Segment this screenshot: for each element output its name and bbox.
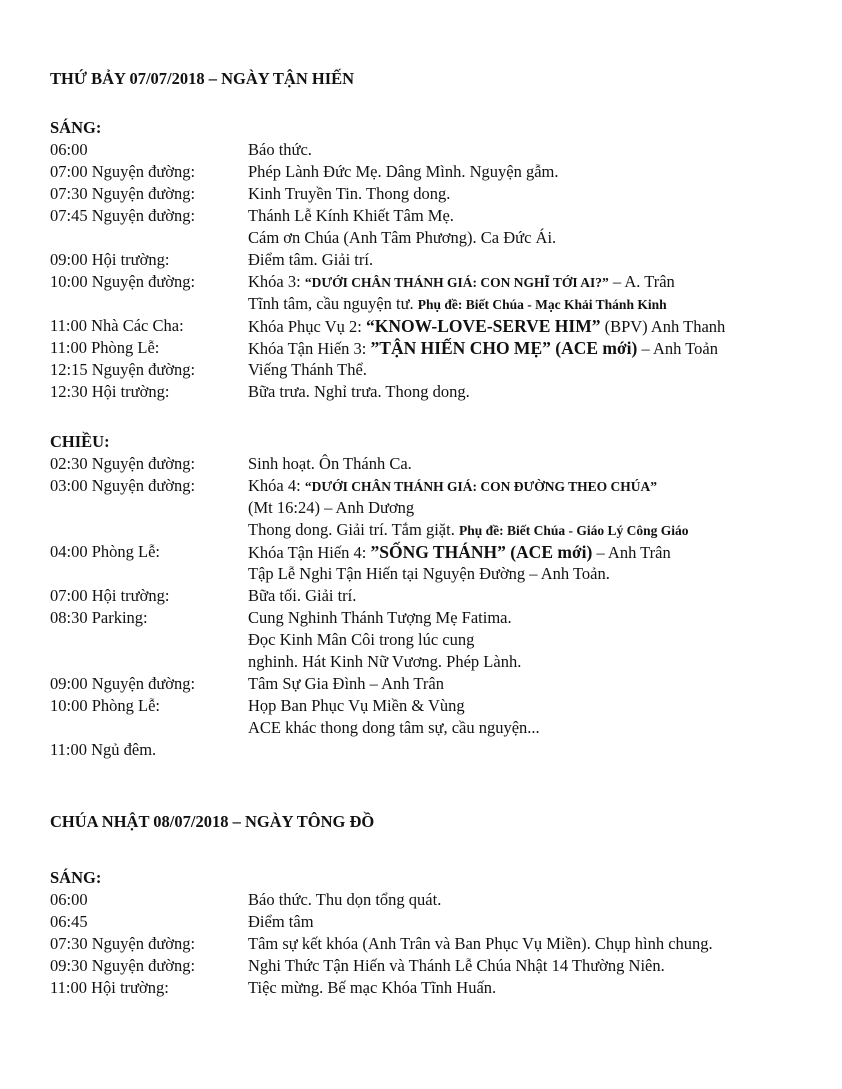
schedule-activity (248, 249, 810, 271)
schedule-time (50, 227, 248, 249)
schedule-time: 07:45 Nguyện đường: (50, 206, 196, 225)
schedule-activity (248, 629, 810, 651)
schedule-row (50, 139, 810, 161)
schedule-activity (248, 889, 810, 911)
schedule-activity (248, 911, 810, 933)
schedule-time: 10:00 Phòng Lễ: (50, 696, 160, 715)
activity-text: Thong dong. Giải trí. Tắm giặt. (248, 520, 459, 539)
activity-text: “DƯỚI CHÂN THÁNH GIÁ: CON ĐƯỜNG THEO CHÚA” (304, 479, 657, 494)
schedule-time: 09:30 Nguyện đường: (50, 956, 196, 975)
activity-text: (BPV) Anh Thanh (600, 317, 726, 336)
schedule-row (50, 453, 810, 475)
activity-text: Đọc Kinh Mân Côi trong lúc cung (248, 630, 475, 649)
schedule-row (50, 315, 810, 337)
schedule-time: 04:00 Phòng Lễ: (50, 542, 160, 561)
activity-text: Thánh Lễ Kính Khiết Tâm Mẹ. (248, 206, 454, 225)
schedule-row (50, 739, 810, 761)
activity-text: Phụ đề: Biết Chúa - Mạc Khải Thánh Kinh (417, 297, 667, 312)
day2-title: CHÚA NHẬT 08/07/2018 – NGÀY TÔNG ĐỒ (50, 812, 375, 831)
schedule-row (50, 541, 810, 563)
schedule-row (50, 337, 810, 359)
schedule-activity (248, 585, 810, 607)
day2-morning-label: SÁNG: (50, 868, 102, 887)
schedule-activity (248, 739, 810, 761)
activity-text: “DƯỚI CHÂN THÁNH GIÁ: CON NGHĨ TỚI AI?” (304, 275, 609, 290)
schedule-row (50, 271, 810, 293)
schedule-activity (248, 337, 810, 359)
schedule-activity (248, 977, 810, 999)
schedule-time (50, 717, 248, 739)
schedule-activity (248, 955, 810, 977)
schedule-time: 11:00 Hội trường: (50, 978, 169, 997)
activity-text: Tiệc mừng. Bế mạc Khóa Tĩnh Huấn. (248, 978, 497, 997)
activity-text: Viếng Thánh Thể. (248, 360, 367, 379)
activity-text: Phép Lành Đức Mẹ. Dâng Mình. Nguyện gẫm. (248, 162, 559, 181)
activity-text: Tập Lễ Nghi Tận Hiến tại Nguyện Đường – Anh Toản. (248, 564, 610, 583)
activity-text: Tâm Sự Gia Đình – Anh Trân (248, 674, 444, 693)
schedule-row (50, 205, 810, 227)
schedule-time: 06:00 (50, 140, 88, 159)
schedule-row (50, 651, 810, 673)
schedule-row (50, 607, 810, 629)
schedule-time (50, 293, 248, 315)
schedule-time: 07:30 Nguyện đường: (50, 934, 196, 953)
schedule-row (50, 249, 810, 271)
schedule-activity (248, 933, 810, 955)
activity-text: ”SỐNG THÁNH” (ACE mới) (370, 542, 593, 562)
schedule-activity (248, 541, 810, 563)
activity-text: Khóa Tận Hiến 4: (248, 543, 371, 562)
schedule-row (50, 475, 810, 497)
schedule-row (50, 585, 810, 607)
schedule-time: 10:00 Nguyện đường: (50, 272, 196, 291)
activity-text: Nghi Thức Tận Hiến và Thánh Lễ Chúa Nhật 14 Thường Niên. (248, 956, 665, 975)
schedule-activity (248, 161, 810, 183)
schedule-activity (248, 381, 810, 403)
schedule-activity (248, 139, 810, 161)
schedule-row (50, 293, 810, 315)
activity-text: Phụ đề: Biết Chúa - Giáo Lý Công Giáo (458, 523, 689, 538)
schedule-row (50, 227, 810, 249)
activity-text: Sinh hoạt. Ôn Thánh Ca. (248, 454, 412, 473)
schedule-row (50, 629, 810, 651)
schedule-time: 06:00 (50, 890, 88, 909)
schedule-time: 09:00 Hội trường: (50, 250, 170, 269)
schedule-row (50, 519, 810, 541)
schedule-time: 03:00 Nguyện đường: (50, 476, 196, 495)
activity-text: Khóa 4: (248, 476, 305, 495)
schedule-time: 08:30 Parking: (50, 608, 148, 627)
activity-text: Cám ơn Chúa (Anh Tâm Phương). Ca Đức Ái. (248, 228, 557, 247)
schedule-row (50, 933, 810, 955)
schedule-activity (248, 271, 810, 293)
schedule-time (50, 519, 248, 541)
activity-text: Khóa Tận Hiến 3: (248, 339, 371, 358)
schedule-time: 12:30 Hội trường: (50, 382, 170, 401)
activity-text: Tâm sự kết khóa (Anh Trân và Ban Phục Vụ Miền). Chụp hình chung. (248, 934, 713, 953)
schedule-activity (248, 475, 810, 497)
schedule-row (50, 673, 810, 695)
schedule-activity (248, 695, 810, 717)
activity-text: “KNOW-LOVE-SERVE HIM” (365, 316, 601, 336)
schedule-time (50, 497, 248, 519)
schedule-row (50, 359, 810, 381)
day1-afternoon-list (50, 453, 810, 761)
activity-text: Báo thức. Thu dọn tổng quát. (248, 890, 442, 909)
schedule-activity (248, 717, 810, 739)
activity-text: Cung Nghinh Thánh Tượng Mẹ Fatima. (248, 608, 512, 627)
schedule-time: 09:00 Nguyện đường: (50, 674, 196, 693)
schedule-time: 06:45 (50, 912, 88, 931)
activity-text: Tĩnh tâm, cầu nguyện tư. (248, 294, 418, 313)
schedule-row (50, 695, 810, 717)
schedule-row (50, 911, 810, 933)
schedule-row (50, 955, 810, 977)
schedule-time: 07:00 Hội trường: (50, 586, 170, 605)
day1-morning-list (50, 139, 810, 403)
schedule-activity (248, 453, 810, 475)
activity-text: Họp Ban Phục Vụ Miền & Vùng (248, 696, 465, 715)
schedule-row (50, 889, 810, 911)
schedule-time (50, 563, 248, 585)
schedule-row (50, 161, 810, 183)
activity-text: Điểm tâm (248, 912, 314, 931)
activity-text: nghinh. Hát Kinh Nữ Vương. Phép Lành. (248, 652, 522, 671)
activity-text: Khóa Phục Vụ 2: (248, 317, 366, 336)
schedule-row (50, 381, 810, 403)
schedule-time: 11:00 Nhà Các Cha: (50, 316, 184, 335)
activity-text: Kinh Truyền Tin. Thong dong. (248, 184, 451, 203)
schedule-time: 11:00 Ngủ đêm. (50, 740, 157, 759)
schedule-activity (248, 673, 810, 695)
activity-text: Khóa 3: (248, 272, 305, 291)
schedule-activity (248, 563, 810, 585)
schedule-activity (248, 227, 810, 249)
schedule-time: 12:15 Nguyện đường: (50, 360, 196, 379)
day1-title: THỨ BẢY 07/07/2018 – NGÀY TẬN HIẾN (50, 69, 355, 88)
schedule-time (50, 651, 248, 673)
activity-text: Báo thức. (248, 140, 312, 159)
schedule-activity (248, 497, 810, 519)
schedule-row (50, 497, 810, 519)
schedule-time: 11:00 Phòng Lễ: (50, 338, 160, 357)
schedule-activity (248, 359, 810, 381)
schedule-activity (248, 607, 810, 629)
activity-text: (Mt 16:24) – Anh Dương (248, 498, 415, 517)
activity-text: ACE khác thong dong tâm sự, cầu nguyện... (248, 718, 540, 737)
schedule-time: 02:30 Nguyện đường: (50, 454, 196, 473)
activity-text: Bữa trưa. Nghỉ trưa. Thong dong. (248, 382, 470, 401)
schedule-time (50, 629, 248, 651)
schedule-activity (248, 293, 810, 315)
schedule-activity (248, 651, 810, 673)
schedule-page (50, 68, 810, 999)
activity-text: Bữa tối. Giải trí. (248, 586, 357, 605)
schedule-time: 07:00 Nguyện đường: (50, 162, 196, 181)
activity-text: – A. Trân (608, 272, 675, 291)
schedule-row (50, 717, 810, 739)
day1-morning-label: SÁNG: (50, 118, 102, 137)
schedule-activity (248, 183, 810, 205)
day1-afternoon-label: CHIỀU: (50, 432, 110, 451)
schedule-row (50, 977, 810, 999)
activity-text: – Anh Trân (592, 543, 671, 562)
schedule-activity (248, 519, 810, 541)
schedule-row (50, 183, 810, 205)
activity-text: ”TẬN HIẾN CHO MẸ” (ACE mới) (370, 338, 638, 358)
schedule-row (50, 563, 810, 585)
day2-morning-list (50, 889, 810, 999)
schedule-activity (248, 315, 810, 337)
schedule-activity (248, 205, 810, 227)
schedule-time: 07:30 Nguyện đường: (50, 184, 196, 203)
activity-text: Điểm tâm. Giải trí. (248, 250, 374, 269)
activity-text: – Anh Toản (637, 339, 718, 358)
